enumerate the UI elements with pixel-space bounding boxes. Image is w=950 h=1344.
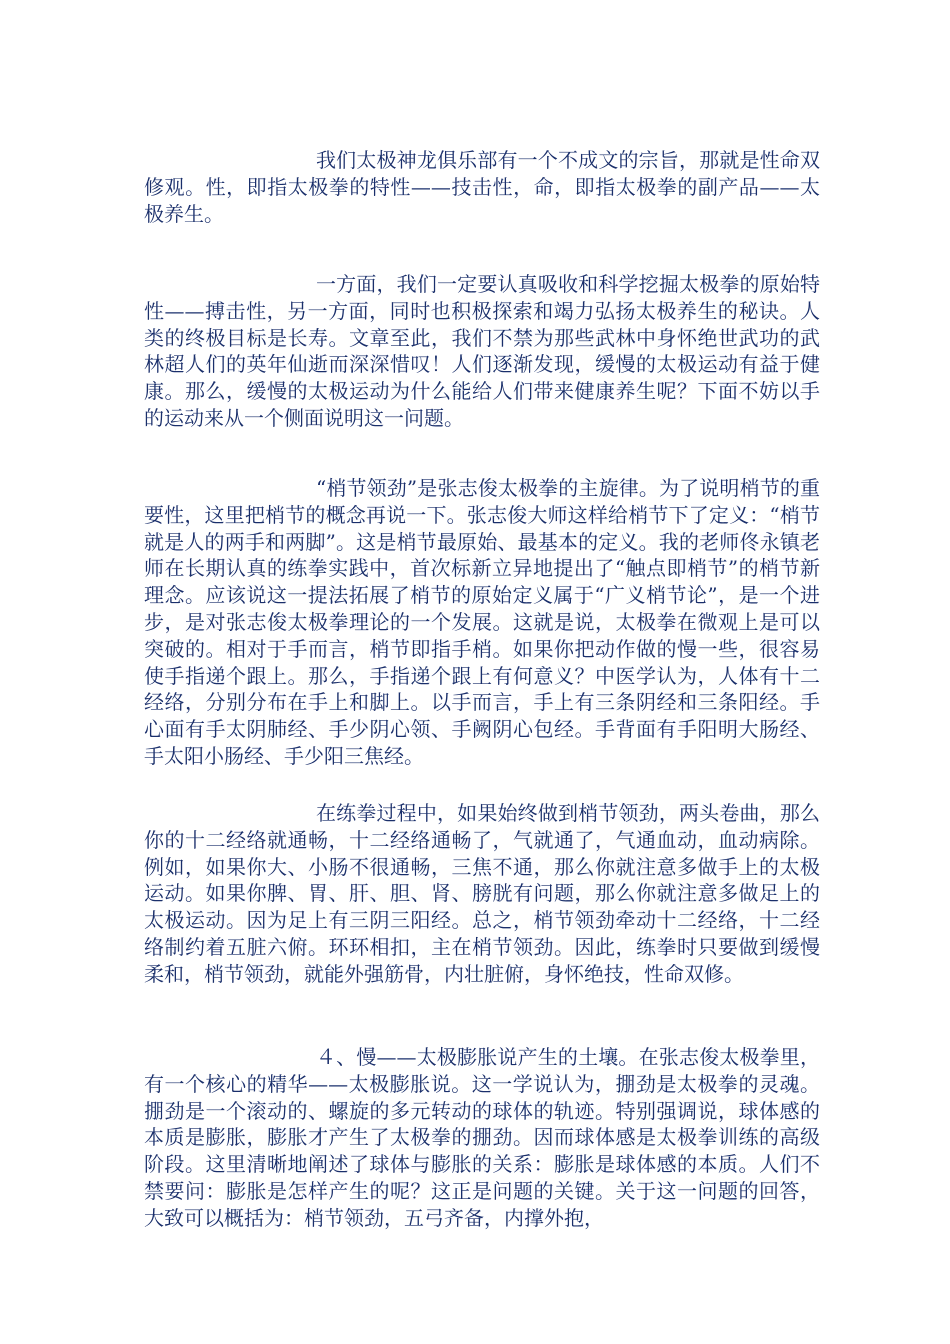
paragraph-4	[144, 800, 820, 988]
paragraph-text: “梢节领劲”是张志俊太极拳的主旋律。为了说明梢节的重要性，这里把梢节的概念再说一下。张志俊大师这样给梢节下了定义：“梢节就是人的两手和两脚”。这是梢节最原始、最基本的定义。我的老师佟永镇老师在长期认真的练拳实践中，首次标新立异地提出了“触点即梢节”的梢节新理念。应该说这一提法拓展了梢节的原始定义属于“广义梢节论”，是一个进步，是对张志俊太极拳理论的一个发展。这就是说，太极拳在微观上是可以突破的。相对于手而言，梢节即指手梢。如果你把动作做的慢一些，很容易使手指递个跟上。那么，手指递个跟上有何意义？中医学认为，人体有十二经络，分别分布在手上和脚上。以手而言，手上有三条阴经和三条阳经。手心面有手太阴肺经、手少阴心领、手阙阴心包经。手背面有手阳明大肠经、手太阳小肠经、手少阳三焦经。	[144, 476, 820, 768]
paragraph-2	[144, 271, 820, 432]
paragraph-5	[144, 1044, 820, 1232]
paragraph-text: 一方面，我们一定要认真吸收和科学挖掘太极拳的原始特性——搏击性，另一方面，同时也积极探索和竭力弘扬太极养生的秘诀。人类的终极目标是长寿。文章至此，我们不禁为那些武林中身怀绝世武功的武林超人们的英年仙逝而深深惜叹！人们逐渐发现，缓慢的太极运动有益于健康。那么，缓慢的太极运动为什么能给人们带来健康养生呢？下面不妨以手的运动来从一个侧面说明这一问题。	[144, 272, 820, 430]
paragraph-text: ４、慢——太极膨胀说产生的土壤。在张志俊太极拳里，有一个核心的精华——太极膨胀说。这一学说认为，掤劲是太极拳的灵魂。掤劲是一个滚动的、螺旋的多元转动的球体的轨迹。特别强调说，球体感的本质是膨胀，膨胀才产生了太极拳的掤劲。因而球体感是太极拳训练的高级阶段。这里清晰地阐述了球体与膨胀的关系：膨胀是球体感的本质。人们不禁要问：膨胀是怎样产生的呢？这正是问题的关键。关于这一问题的回答，大致可以概括为：梢节领劲，五弓齐备，内撑外抱，	[144, 1045, 820, 1230]
paragraph-text: 在练拳过程中，如果始终做到梢节领劲，两头卷曲，那么你的十二经络就通畅，十二经络通畅了，气就通了，气通血动，血动病除。例如，如果你大、小肠不很通畅，三焦不通，那么你就注意多做手上的太极运动。如果你脾、胃、肝、胆、肾、膀胱有问题，那么你就注意多做足上的太极运动。因为足上有三阴三阳经。总之，梢节领劲牵动十二经络，十二经络制约着五脏六俯。环环相扣，主在梢节领劲。因此，练拳时只要做到缓慢柔和，梢节领劲，就能外强筋骨，内壮脏俯，身怀绝技，性命双修。	[144, 801, 820, 986]
paragraph-3	[144, 475, 820, 770]
paragraph-text: 我们太极神龙俱乐部有一个不成文的宗旨，那就是性命双修观。性，即指太极拳的特性——技击性，命，即指太极拳的副产品——太极养生。	[144, 148, 820, 226]
paragraph-1	[144, 147, 820, 227]
